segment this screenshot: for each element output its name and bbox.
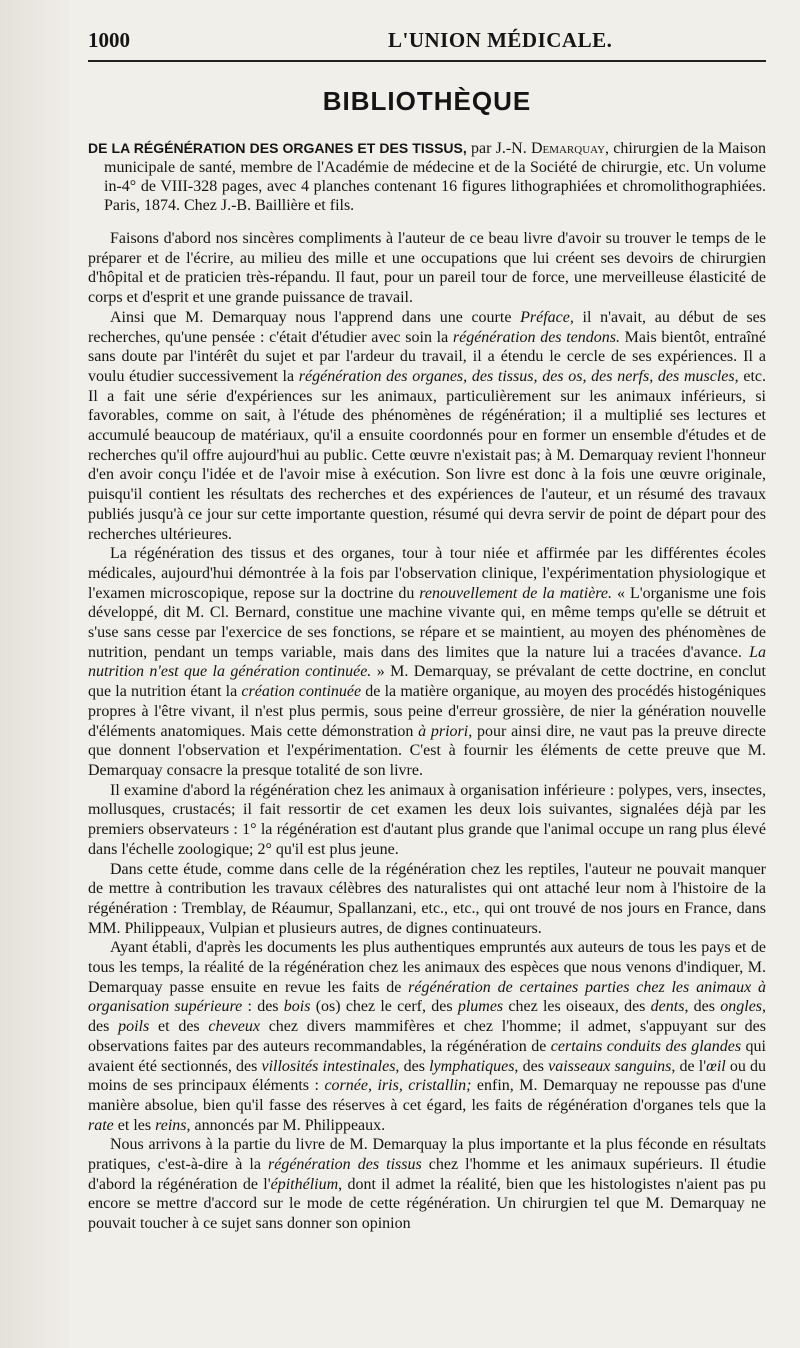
text-run: qui avaient été sectionnés, des [88, 1037, 766, 1075]
text-run: « L'organisme une fois développé, dit M. Cl. Bernard, constitue une machine vivante qui, en même temps qu'elle se détruit et s'use sans cesse par l'exercice de ses fonctions, se répare et se maintient, au moyen des phénomènes de nutrition, pendant un temps variable, mais dans des limites que la nature lui a tracées d'avance. [88, 584, 766, 661]
review-body [88, 229, 766, 1234]
italic-run: ongles [720, 998, 763, 1016]
text-run: etc. Il a fait une série d'expériences sur les animaux, particulièrement sur les animaux inférieurs, si favorables, comme on sait, à l'étude des phénomènes de régénération; il a multiplié ses lectures et accumulé beaucoup de matériaux, qu'il a ensuite coordonnés pour en former un ensemble d'études et de recherches qu'il offre aujourd'hui au public. Cette œuvre n'existait pas; à M. Demarquay revient l'honneur d'en avoir conçu l'idée et de l'avoir mise à exécution. Son livre est donc à la fois une œuvre originale, puisqu'il contient les résultats des recherches et des expériences de l'auteur, et un résumé des travaux publiés jusqu'à ce jour sur cette importante question, résumé qui devra servir de point de départ pour des recherches ultérieures. [88, 367, 767, 543]
running-header [88, 22, 766, 56]
italic-run: épithélium [270, 1175, 339, 1193]
text-run: Faisons d'abord nos sincères compliments à l'auteur de ce beau livre d'avoir su trouver le temps de le préparer et de l'écrire, au milieu des mille et une occupations que lui créent ses devoirs de chirurgien d'hôpital et de praticien très-répandu. Il faut, pour un pareil tour de force, une merveilleuse élasticité de corps et d'esprit et une grande puissance de travail. [88, 230, 766, 307]
section-title: BIBLIOTHÈQUE [322, 86, 532, 116]
text-run: chez les oiseaux, des [503, 998, 651, 1016]
book-reference [88, 139, 766, 215]
text-run: , des [514, 1057, 549, 1075]
page-number: 1000 [88, 28, 130, 52]
italic-run: Préface, [520, 308, 574, 326]
text-run: et les [113, 1116, 156, 1134]
text-run: Il examine d'abord la régénération chez les animaux à organisation inférieure : polypes, vers, insectes, mollusques, crustacés; il fait ressortir de cet examen les deux lois suivantes, signalées déjà par les premiers observateurs : 1° la régénération est d'autant plus grande que l'animal occupe un rang plus élevé dans l'échelle zoologique; 2° qu'il est plus jeune. [88, 781, 766, 858]
italic-run: poils [118, 1018, 150, 1036]
text-run: de la matière organique, au moyen des procédés histogéniques propres à l'être vivant, il n'est plus permis, sous peine d'erreur grossière, de nier la génération nouvelle d'éléments anatomiques. Mais cette démonstration [88, 683, 767, 740]
italic-run: création continuée [241, 683, 362, 701]
text-run: pour ainsi dire, ne vaut pas la preuve directe que donnent l'observation et l'expérimentation. C'est à fournir les éléments de cette preuve que M. Demarquay consacre la presque totalité de son livre. [88, 722, 767, 779]
italic-run: cheveux [208, 1018, 260, 1036]
paragraph [88, 938, 766, 1135]
italic-run: La nutrition n'est que la génération continuée. [88, 643, 766, 681]
italic-run: lymphatiques [429, 1057, 515, 1075]
text-run: Nous arrivons à la partie du livre de M. Demarquay la plus importante et la plus féconde en résultats pratiques, c'est-à-dire à la [88, 1136, 766, 1174]
italic-run: régénération des organes, des tissus, des os, des nerfs, des muscles, [298, 367, 739, 385]
header-rule [88, 60, 766, 62]
book-author: Demarquay, [530, 140, 610, 157]
text-run: chez divers mammifères et chez l'homme; il admet, s'appuyant sur des observations faites par des auteurs recommandables, la régénération de [88, 1018, 767, 1055]
text-run: » M. Demarquay, se prévalant de cette doctrine, en conclut que la nutrition étant la [88, 663, 766, 701]
journal-title: L'UNION MÉDICALE. [388, 28, 613, 52]
italic-run: renouvellement de la matière. [419, 584, 613, 602]
italic-run: villosités intestinales [261, 1057, 396, 1075]
text-run: ou du moins de ses principaux éléments : [88, 1057, 767, 1095]
italic-run: régénération de certaines parties chez les animaux à organisation supérieure [88, 978, 766, 1016]
italic-run: œil [706, 1057, 726, 1075]
text-run: (os) chez le cerf, des [310, 998, 458, 1016]
text-run: chez l'homme et les animaux supérieurs. Il étudie d'abord la régénération de l' [88, 1156, 766, 1193]
italic-run: vaisseaux sanguins [548, 1057, 672, 1075]
paragraph [88, 860, 766, 939]
text-run: Ainsi que M. Demarquay nous l'apprend dans une courte [110, 308, 521, 326]
text-run: Dans cette étude, comme dans celle de la régénération chez les reptiles, l'auteur ne pouvait manquer de mettre à contribution les travaux célèbres des naturalistes qui ont attaché leur nom à l'histoire de la régénération : Tremblay, de Réaumur, Spallanzani, etc., etc., qui ont trouvé de nos jours en France, dans MM. Philippeaux, Vulpian et plusieurs autres, de dignes continuateurs. [88, 860, 766, 937]
paragraph [88, 544, 766, 780]
italic-run: cornée, iris, cristallin; [324, 1077, 472, 1095]
text-run: , annoncés par M. Philippeaux. [186, 1116, 386, 1134]
text-run: Mais bientôt, entraîné sans doute par l'intérêt du sujet et par l'ardeur du travail, il a étendu le cercle de ses expériences. Il a voulu étudier successivement la [88, 328, 767, 385]
paragraph [88, 781, 766, 860]
text-run: , dont il admet la réalité, bien que les histologistes n'aient pas pu encore se mettre d'accord sur le mode de cette régénération. Un chirurgien tel que M. Demarquay ne pouvait toucher à ce sujet sans donner son opinion [88, 1175, 766, 1233]
italic-run: rate [88, 1116, 114, 1134]
text-run: , des [88, 998, 767, 1036]
paragraph [88, 1135, 766, 1234]
italic-run: dents [650, 998, 685, 1016]
book-by: par J.-N. [470, 140, 527, 157]
paragraph [88, 229, 766, 308]
italic-run: certains conduits des glandes [550, 1037, 742, 1055]
paragraph [88, 308, 766, 544]
text-run: : des [242, 998, 284, 1016]
text-run: La régénération des tissus et des organes, tour à tour niée et affirmée par les différentes écoles médicales, aujourd'hui démontrée à la fois par l'observation clinique, l'expérimentation physiologique et l'examen microscopique, repose sur la doctrine du [88, 545, 766, 602]
page-gutter [0, 0, 70, 1348]
text-run: il n'avait, au début de ses recherches, qu'une pensée : c'était d'étudier avec soin la [88, 308, 767, 346]
italic-run: régénération des tissus [268, 1156, 422, 1174]
italic-run: à priori, [418, 722, 473, 740]
italic-run: plumes [457, 998, 504, 1016]
text-run: enfin, M. Demarquay ne repousse pas d'une manière absolue, bien qu'il fasse des réserves à cet égard, les faits de régénération d'organes tels que la [88, 1077, 766, 1114]
book-details: chirurgien de la Maison municipale de santé, membre de l'Académie de médecine et de la Société de chirurgie, etc. Un volume in-4° de VIII-328 pages, avec 4 planches contenant 16 figures lithographiées et chromolithographiées. Paris, 1874. Chez J.-B. Baillière et fils. [104, 140, 767, 214]
text-run: et des [149, 1018, 209, 1036]
text-run: , de l' [671, 1057, 707, 1075]
italic-run: reins [155, 1116, 187, 1134]
italic-run: régénération des tendons. [452, 328, 620, 346]
text-run: Ayant établi, d'après les documents les plus authentiques empruntés aux auteurs de tous les pays et de tous les temps, la réalité de la régénération chez les animaux des espèces que nous venons d'indiquer, M. Demarquay passe ensuite en revue les faits de [88, 939, 766, 996]
italic-run: bois [283, 998, 311, 1016]
book-title: DE LA RÉGÉNÉRATION DES ORGANES ET DES TISSUS, [88, 140, 467, 156]
text-run: , des [395, 1057, 430, 1075]
text-run: , des [684, 998, 721, 1016]
